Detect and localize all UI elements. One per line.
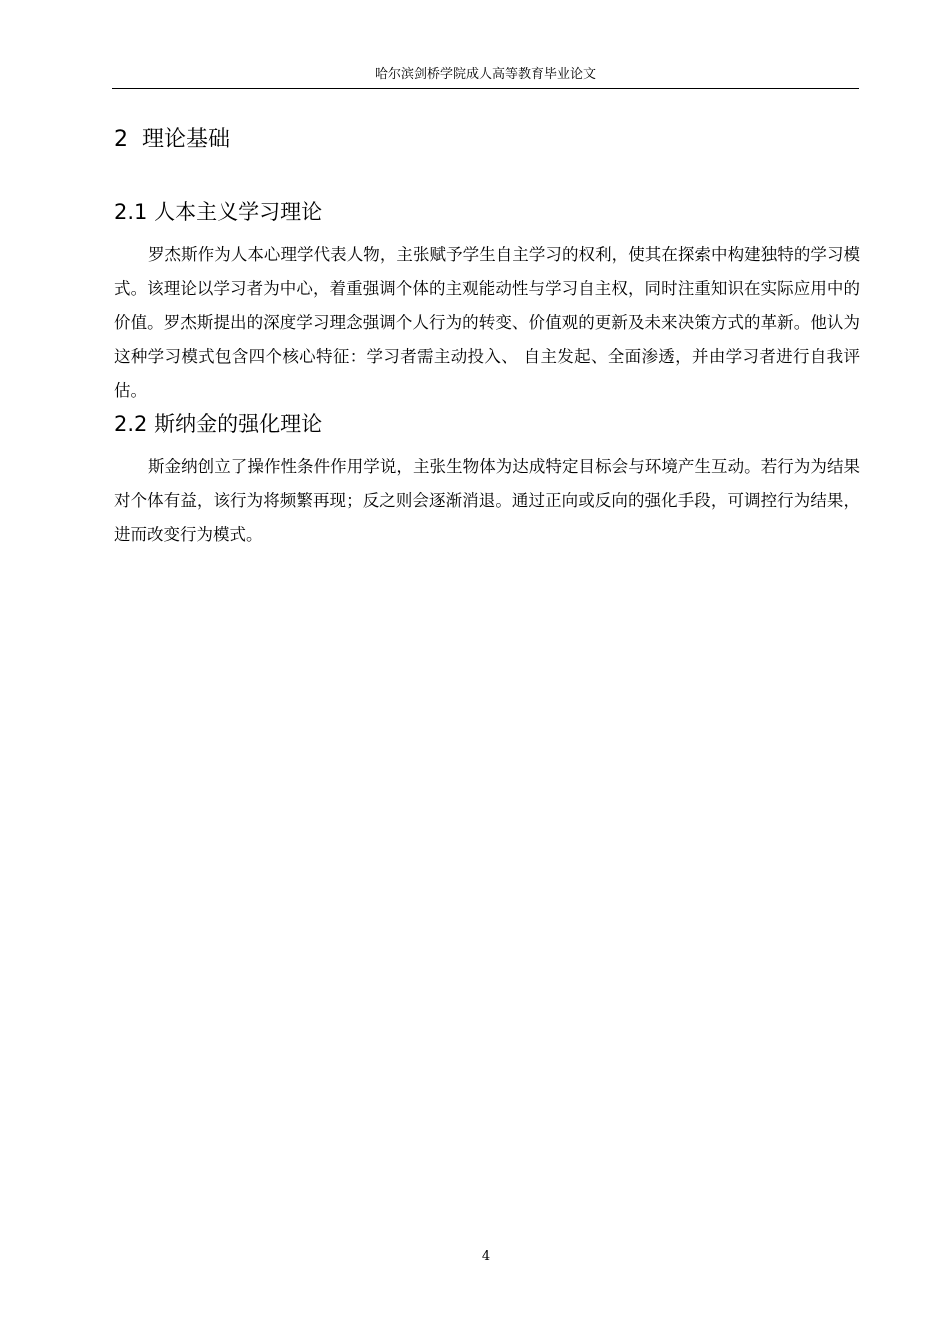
section-title-reinforcement-theory: 2.2 斯纳金的强化理论 — [114, 412, 323, 436]
page-header: 哈尔滨剑桥学院成人高等教育毕业论文 — [112, 66, 859, 89]
chapter-title: 2 理论基础 — [114, 127, 230, 152]
paragraph-humanistic-learning: 罗杰斯作为人本心理学代表人物，主张赋予学生自主学习的权利，使其在探索中构建独特的学习模式。该理论以学习者为中心，着重强调个体的主观能动性与学习自主权，同时注重知识在实际应用中的价值。罗杰斯提出的深度学习理念强调个人行为的转变、价值观的更新及未来决策方式的革新。他认为这种学习模式包含四个核心特征：学习者需主动投入、 自主发起、全面渗透，并由学习者进行自我评估。 — [114, 245, 860, 400]
paragraph-reinforcement-theory: 斯金纳创立了操作性条件作用学说，主张生物体为达成特定目标会与环境产生互动。若行为为结果对个体有益，该行为将频繁再现；反之则会逐渐消退。通过正向或反向的强化手段，可调控行为结果，进而改变行为模式。 — [114, 457, 860, 544]
section-title-humanistic-learning: 2.1 人本主义学习理论 — [114, 200, 323, 224]
page-number: 4 — [481, 1249, 491, 1264]
